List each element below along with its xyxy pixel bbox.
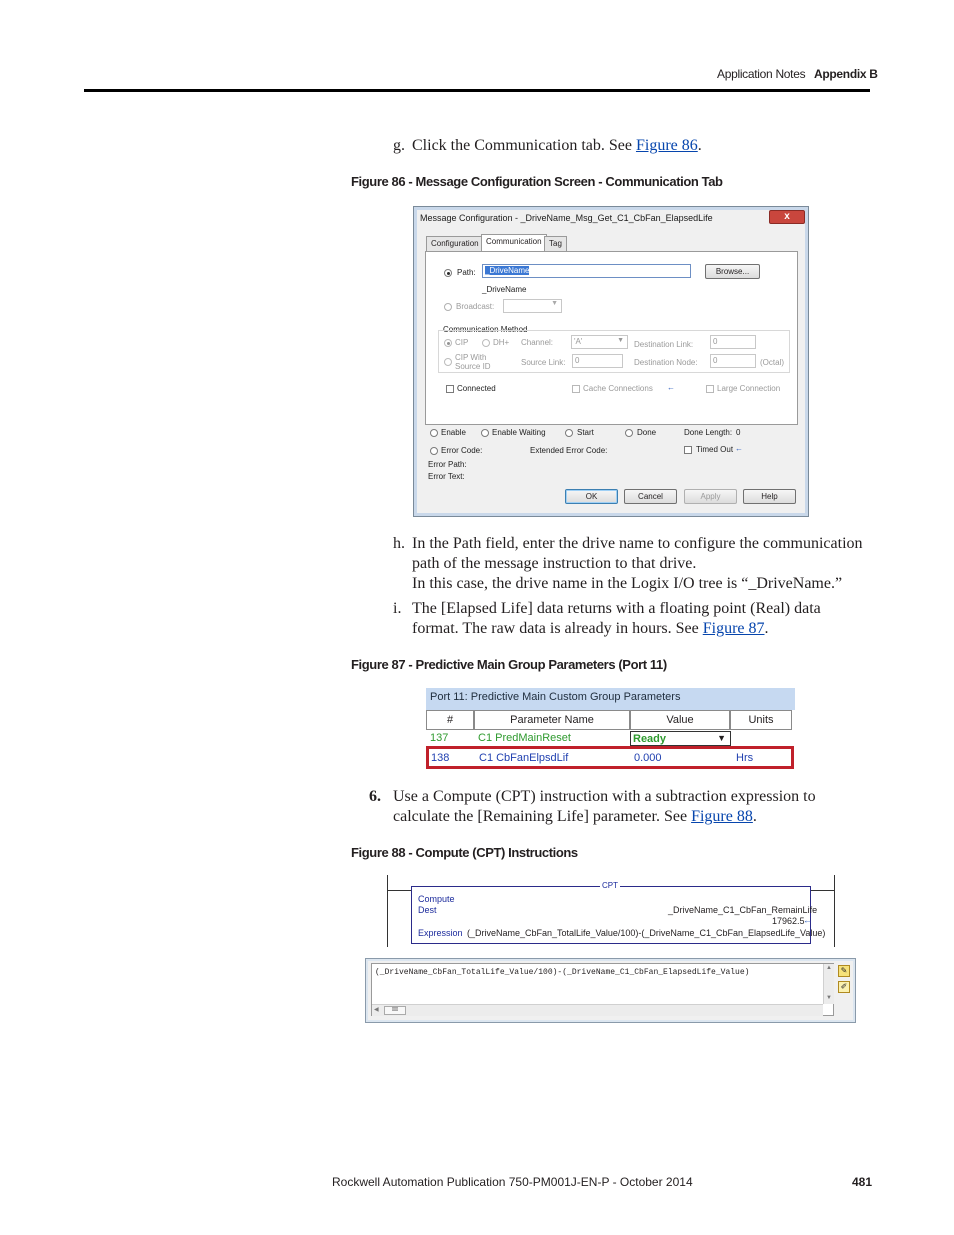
error-code-label: Error Code: xyxy=(441,446,483,455)
figure-87-caption: Figure 87 - Predictive Main Group Parameters (Port 11) xyxy=(351,657,667,672)
step-h-line1: In the Path field, enter the drive name to configure the communication xyxy=(412,535,863,552)
done-length-label: Done Length: xyxy=(684,428,733,437)
expression-value: (_DriveName_CbFan_TotalLife_Value/100)-(_DriveName_C1_CbFan_ElapsedLife_Value) xyxy=(467,928,826,938)
step-h-marker: h. xyxy=(393,535,405,552)
dest-node-input[interactable]: 0 xyxy=(710,354,756,368)
header-appendix: Appendix B xyxy=(814,67,878,81)
arrow-left-icon: ← xyxy=(735,444,743,453)
cip-source-radio[interactable] xyxy=(444,358,452,366)
broadcast-label: Broadcast: xyxy=(456,302,495,311)
dest-value: _DriveName_C1_CbFan_RemainLife xyxy=(668,905,818,915)
message-configuration-dialog xyxy=(413,206,809,517)
figure-88-link[interactable]: Figure 88 xyxy=(691,808,753,825)
figure-87-link[interactable]: Figure 87 xyxy=(702,620,765,637)
step-6-line1: Use a Compute (CPT) instruction with a subtraction expression to xyxy=(393,788,816,805)
expression-editor xyxy=(365,958,856,1023)
expression-label: Expression xyxy=(418,928,463,938)
dest-number: 17962.5 xyxy=(772,916,805,926)
tab-configuration[interactable]: Configuration xyxy=(426,236,484,251)
apply-button[interactable]: Apply xyxy=(684,489,737,504)
cip-with-label: CIP With xyxy=(455,353,487,362)
scroll-left-icon[interactable]: ◀ xyxy=(374,1007,379,1013)
error-text-label: Error Text: xyxy=(428,472,465,481)
verify-icon[interactable]: ✎ xyxy=(838,965,850,977)
step-6-line2: calculate the [Remaining Life] parameter. See Figure 88. xyxy=(393,808,757,825)
chevron-down-icon: ▼ xyxy=(551,300,558,307)
enable-waiting-label: Enable Waiting xyxy=(492,428,546,437)
arrow-left-icon: ← xyxy=(667,383,675,392)
dh-radio[interactable] xyxy=(482,339,490,347)
channel-label: Channel: xyxy=(521,338,554,347)
step-6-marker: 6. xyxy=(369,788,381,805)
done-indicator xyxy=(625,429,633,437)
cip-label: CIP xyxy=(455,338,469,347)
cache-label: Cache Connections xyxy=(583,384,653,393)
page-number: 481 xyxy=(852,1175,873,1189)
communication-panel xyxy=(425,251,798,425)
row-units: Hrs xyxy=(736,752,754,764)
scroll-thumb[interactable]: III xyxy=(384,1006,406,1015)
enable-waiting-indicator xyxy=(481,429,489,437)
dialog-title: Message Configuration - _DriveName_Msg_Get_C1_CbFan_ElapsedLife xyxy=(420,213,713,223)
chevron-down-icon: ▼ xyxy=(617,337,624,344)
step-i-marker: i. xyxy=(393,600,402,617)
cancel-button[interactable]: Cancel xyxy=(624,489,677,504)
compute-label: Compute xyxy=(418,894,455,904)
tab-tag[interactable]: Tag xyxy=(544,236,567,251)
octal-label: (Octal) xyxy=(760,358,784,367)
figure-86-caption: Figure 86 - Message Configuration Screen - Communication Tab xyxy=(351,174,723,189)
source-link-label: Source Link: xyxy=(521,358,566,367)
large-connection-checkbox[interactable] xyxy=(706,385,714,393)
rung-wire-right xyxy=(811,890,835,891)
start-indicator xyxy=(565,429,573,437)
rung-wire-left xyxy=(387,890,411,891)
dest-node-label: Destination Node: xyxy=(634,358,698,367)
table-title: Port 11: Predictive Main Custom Group Parameters xyxy=(426,688,795,710)
enable-indicator xyxy=(430,429,438,437)
connected-label: Connected xyxy=(457,384,496,393)
extended-error-label: Extended Error Code: xyxy=(530,446,608,455)
broadcast-select[interactable] xyxy=(503,299,562,313)
row-name: C1 CbFanElpsdLif xyxy=(479,752,569,764)
scroll-down-icon[interactable]: ▼ xyxy=(826,995,832,1001)
step-g-text: Click the Communication tab. See Figure 86. xyxy=(412,137,702,154)
step-i-line1: The [Elapsed Life] data returns with a floating point (Real) data xyxy=(412,600,821,617)
start-label: Start xyxy=(577,428,594,437)
broadcast-radio[interactable] xyxy=(444,303,452,311)
figure-86-link[interactable]: Figure 86 xyxy=(635,137,698,154)
timed-out-checkbox xyxy=(684,446,692,454)
tab-communication[interactable]: Communication xyxy=(481,234,547,252)
source-link-input[interactable]: 0 xyxy=(572,354,623,368)
scroll-up-icon[interactable]: ▲ xyxy=(826,965,832,971)
header-rule xyxy=(84,89,870,92)
step-i-line2: format. The raw data is already in hours. See Figure 87. xyxy=(412,620,769,637)
step-g-marker: g. xyxy=(393,137,405,154)
dh-label: DH+ xyxy=(493,338,510,347)
step-h-line3: In this case, the drive name in the Logix I/O tree is “_DriveName.” xyxy=(412,575,843,592)
right-rail xyxy=(834,875,835,947)
done-label: Done xyxy=(637,428,657,437)
editor-text: (_DriveName_CbFan_TotalLife_Value/100)-(_DriveName_C1_CbFan_ElapsedLife_Value) xyxy=(375,968,750,977)
cpt-instruction[interactable] xyxy=(411,881,826,944)
timed-out-label: Timed Out xyxy=(696,445,734,454)
header-section: Application Notes xyxy=(717,67,806,81)
dest-link-label: Destination Link: xyxy=(634,340,694,349)
help-button[interactable]: Help xyxy=(743,489,796,504)
close-button[interactable]: x xyxy=(769,210,805,224)
ok-button[interactable]: OK xyxy=(565,489,618,504)
cache-checkbox[interactable] xyxy=(572,385,580,393)
parameters-table xyxy=(426,688,795,770)
row-number: 138 xyxy=(431,752,450,764)
error-path-label: Error Path: xyxy=(428,460,467,469)
browse-tags-icon[interactable]: ✐ xyxy=(838,981,850,993)
done-length-value: 0 xyxy=(736,428,741,437)
row-value: 0.000 xyxy=(634,752,662,764)
path-label: Path: xyxy=(457,268,476,277)
comm-method-label: Communication Method xyxy=(443,325,528,334)
dest-label: Dest xyxy=(418,905,437,915)
large-connection-label: Large Connection xyxy=(717,384,781,393)
cip-radio[interactable] xyxy=(444,339,452,347)
row-number: 137 xyxy=(430,732,449,744)
expression-textarea[interactable] xyxy=(371,963,834,1016)
step-h-line2: path of the message instruction to that drive. xyxy=(412,555,697,572)
figure-88-caption: Figure 88 - Compute (CPT) Instructions xyxy=(351,845,578,860)
vertical-scrollbar[interactable] xyxy=(823,964,834,1004)
arrow-left-icon: ← xyxy=(803,915,812,925)
column-header-name: Parameter Name xyxy=(474,710,630,730)
horizontal-scrollbar[interactable] xyxy=(372,1004,823,1016)
row-name: C1 PredMainReset xyxy=(478,732,571,744)
chevron-down-icon: ▼ xyxy=(717,733,726,743)
cpt-title: CPT xyxy=(602,881,618,890)
footer-publication: Rockwell Automation Publication 750-PM001J-EN-P - October 2014 xyxy=(332,1175,693,1189)
left-rail xyxy=(387,875,388,947)
connected-checkbox[interactable] xyxy=(446,385,454,393)
path-input[interactable]: _DriveName xyxy=(482,264,691,278)
path-radio[interactable] xyxy=(444,269,452,277)
enable-label: Enable xyxy=(441,428,466,437)
channel-select[interactable]: 'A' ▼ xyxy=(571,335,628,349)
path-resolved: _DriveName xyxy=(482,285,527,294)
value-select[interactable]: Ready ▼ xyxy=(630,731,731,746)
table-row-highlighted[interactable] xyxy=(426,746,794,769)
source-id-label: Source ID xyxy=(455,362,491,371)
browse-button[interactable]: Browse... xyxy=(705,264,760,279)
error-code-indicator xyxy=(430,447,438,455)
column-header-value: Value xyxy=(630,710,730,730)
dest-link-input[interactable]: 0 xyxy=(710,335,756,349)
table-row[interactable] xyxy=(426,730,795,747)
column-header-number: # xyxy=(426,710,474,730)
column-header-units: Units xyxy=(730,710,792,730)
